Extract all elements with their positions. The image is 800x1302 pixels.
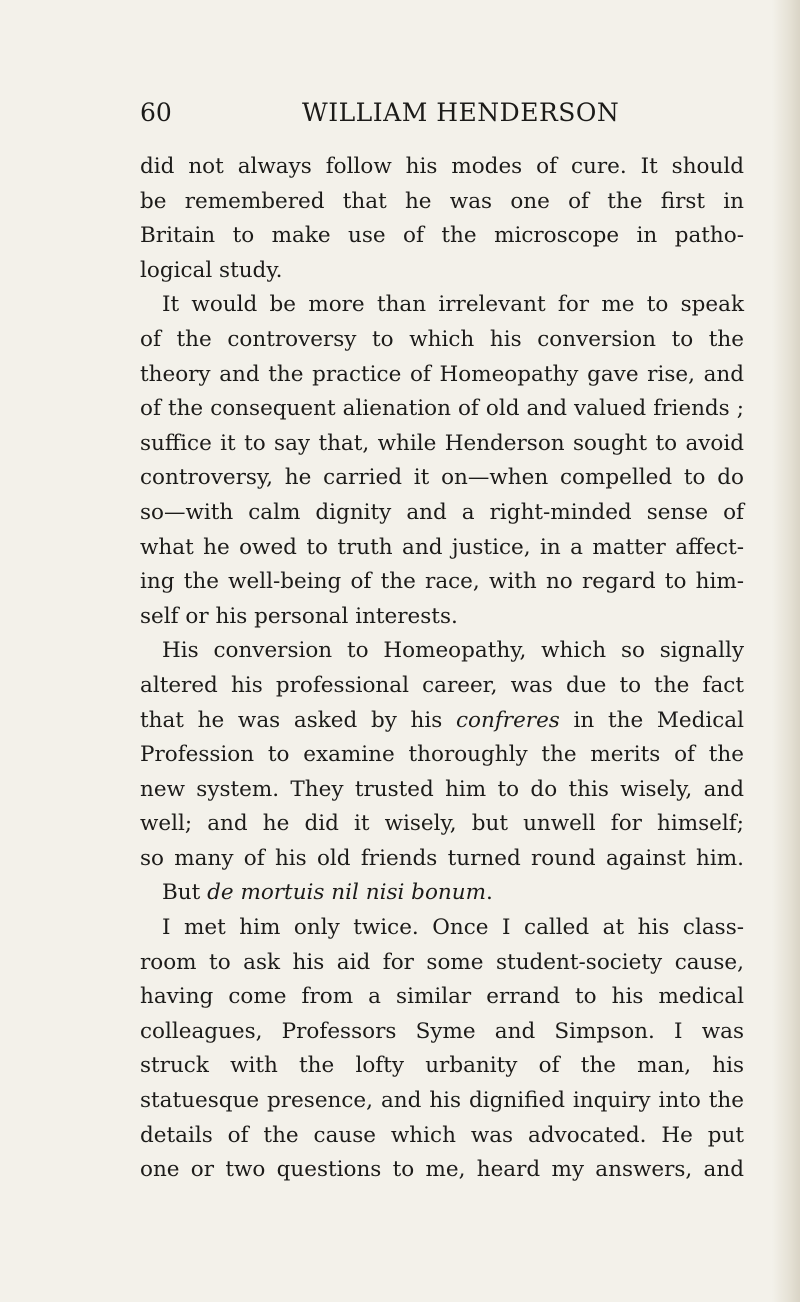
- text-line: altered his professional career, was due to the fact: [140, 672, 744, 698]
- text-line: colleagues, Professors Syme and Simpson. I was: [140, 1018, 744, 1044]
- text-line: theory and the practice of Homeopathy gave rise, and: [140, 361, 744, 387]
- text-line: self or his personal interests.: [140, 603, 458, 629]
- text-line: It would be more than irrelevant for me to speak: [162, 292, 744, 318]
- text-line: details of the cause which was advocated. He put: [140, 1122, 744, 1148]
- text-line: room to ask his aid for some student-society cause,: [140, 949, 744, 975]
- page-number: 60: [140, 98, 172, 127]
- body-text: [140, 150, 744, 1188]
- running-title: WILLIAM HENDERSON: [302, 98, 620, 127]
- text-line: statuesque presence, and his dignified inquiry into the: [140, 1088, 744, 1114]
- text-line: did not always follow his modes of cure. It should: [140, 154, 744, 179]
- running-header: [140, 98, 740, 138]
- text-line: so many of his old friends turned round against him.: [140, 845, 744, 871]
- text-line: Profession to examine thoroughly the merits of the: [140, 742, 744, 768]
- text-line: well; and he did it wisely, but unwell for himself;: [140, 811, 744, 837]
- text-line: His conversion to Homeopathy, which so signally: [162, 638, 744, 664]
- text-line: struck with the lofty urbanity of the man, his: [140, 1053, 744, 1079]
- text-line: what he owed to truth and justice, in a matter affect-: [140, 534, 744, 560]
- text-line: ing the well-being of the race, with no regard to him-: [140, 569, 744, 595]
- text-line: logical study.: [140, 257, 283, 283]
- text-line: that he was asked by his confreres in the Medical: [140, 707, 744, 733]
- text-line: of the consequent alienation of old and valued friends ;: [140, 396, 744, 422]
- text-line: Britain to make use of the microscope in patho-: [140, 223, 744, 249]
- text-line: suffice it to say that, while Henderson sought to avoid: [140, 430, 744, 456]
- text-line: so—with calm dignity and a right-minded sense of: [140, 499, 744, 525]
- text-line: be remembered that he was one of the first in: [140, 188, 744, 214]
- text-line: I met him only twice. Once I called at his class-: [162, 915, 744, 941]
- text-line: having come from a similar errand to his medical: [140, 984, 744, 1010]
- text-line: one or two questions to me, heard my answers, and: [140, 1157, 744, 1183]
- text-line: of the controversy to which his conversion to the: [140, 326, 744, 352]
- text-line: controversy, he carried it on—when compelled to do: [140, 465, 744, 491]
- text-line: But de mortuis nil nisi bonum.: [162, 880, 493, 906]
- text-line: new system. They trusted him to do this wisely, and: [140, 776, 744, 802]
- page-edge-shadow: [772, 0, 800, 1302]
